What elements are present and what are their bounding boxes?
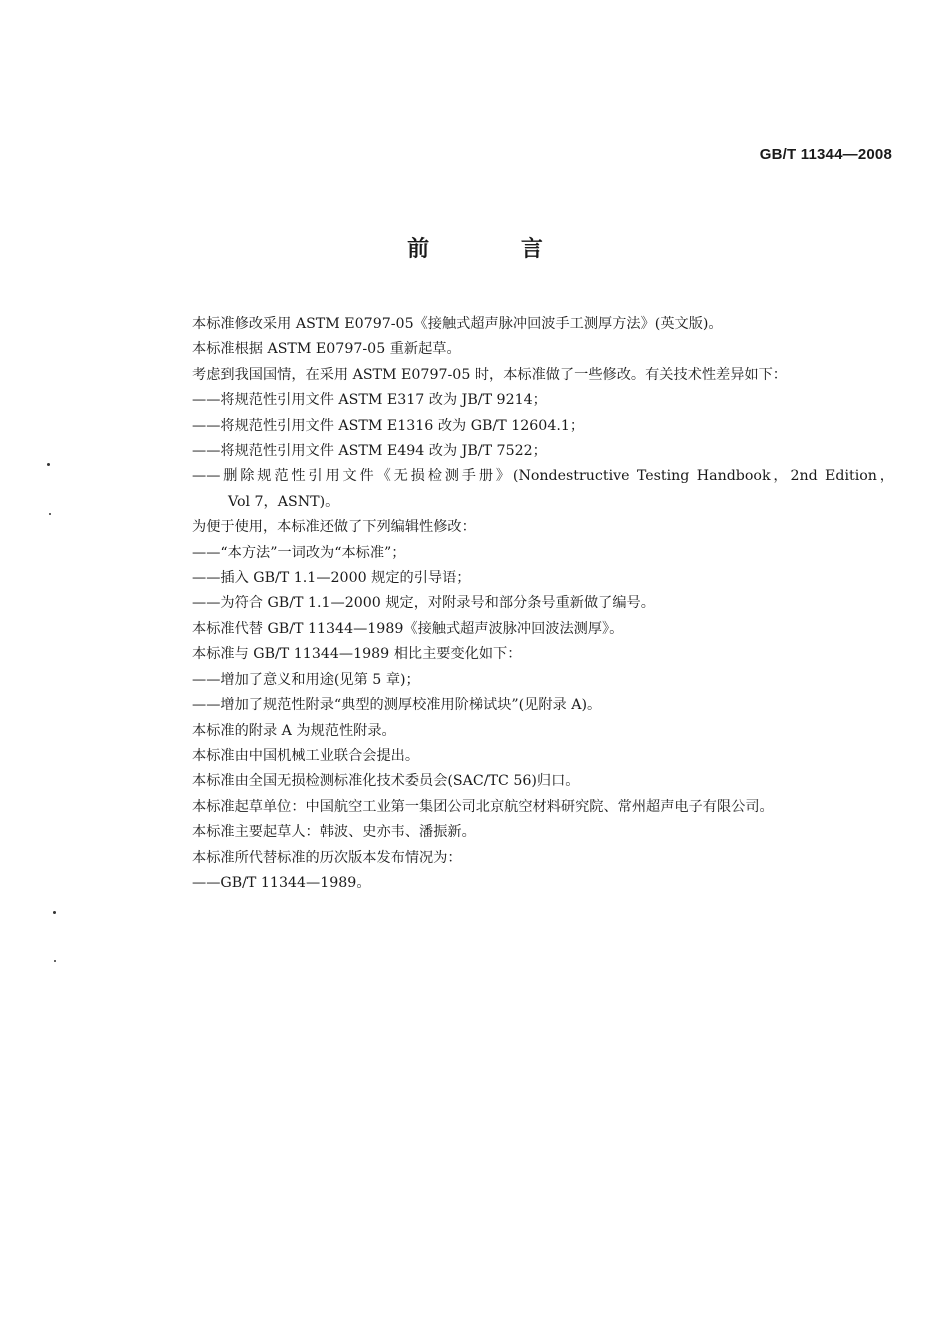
list-item: ——将规范性引用文件 ASTM E317 改为 JB/T 9214； — [192, 392, 547, 409]
scan-speck — [53, 911, 56, 914]
list-item: ——增加了规范性附录“典型的测厚校准用阶梯试块”(见附录 A)。 — [192, 697, 602, 714]
foreword-body — [192, 312, 894, 896]
scan-speck — [54, 960, 56, 962]
paragraph-line: 本标准由中国机械工业联合会提出。 — [192, 747, 420, 764]
paragraph-line: 本标准代替 GB/T 11344—1989《接触式超声波脉冲回波法测厚》。 — [192, 620, 624, 637]
list-item: ——插入 GB/T 1.1—2000 规定的引导语； — [192, 570, 471, 587]
list-item: ——增加了意义和用途(见第 5 章)； — [192, 671, 420, 688]
page-title: 前 言 — [407, 237, 585, 262]
list-item: ——删除规范性引用文件《无损检测手册》(Nondestructive Testing Handbook，2nd Edition， — [192, 468, 894, 485]
list-item: ——将规范性引用文件 ASTM E1316 改为 GB/T 12604.1； — [192, 417, 585, 434]
paragraph-line: 本标准起草单位：中国航空工业第一集团公司北京航空材料研究院、常州超声电子有限公司。 — [192, 798, 774, 815]
list-item: ——将规范性引用文件 ASTM E494 改为 JB/T 7522； — [192, 443, 547, 460]
paragraph-line: 考虑到我国国情，在采用 ASTM E0797-05 时，本标准做了一些修改。有关技术性差异如下： — [192, 366, 787, 383]
scan-speck — [47, 463, 50, 466]
list-item: ——“本方法”一词改为“本标准”； — [192, 544, 406, 561]
paragraph-line: 本标准由全国无损检测标准化技术委员会(SAC/TC 56)归口。 — [192, 773, 580, 790]
list-item-continuation: Vol 7，ASNT)。 — [228, 493, 340, 510]
list-item: ——为符合 GB/T 1.1—2000 规定，对附录号和部分条号重新做了编号。 — [192, 595, 655, 612]
scan-speck — [49, 513, 51, 515]
list-item: ——GB/T 11344—1989。 — [192, 874, 371, 891]
paragraph-line: 本标准与 GB/T 11344—1989 相比主要变化如下： — [192, 646, 522, 663]
paragraph-line: 本标准的附录 A 为规范性附录。 — [192, 722, 396, 739]
paragraph-line: 本标准修改采用 ASTM E0797-05《接触式超声脉冲回波手工测厚方法》(英文版)。 — [192, 316, 723, 332]
paragraph-line: 本标准所代替标准的历次版本发布情况为： — [192, 849, 462, 866]
paragraph-line: 为便于使用，本标准还做了下列编辑性修改： — [192, 519, 476, 536]
paragraph-line: 本标准根据 ASTM E0797-05 重新起草。 — [192, 341, 461, 358]
standard-code: GB/T 11344—2008 — [759, 146, 892, 163]
paragraph-line: 本标准主要起草人：韩波、史亦韦、潘振新。 — [192, 824, 476, 841]
